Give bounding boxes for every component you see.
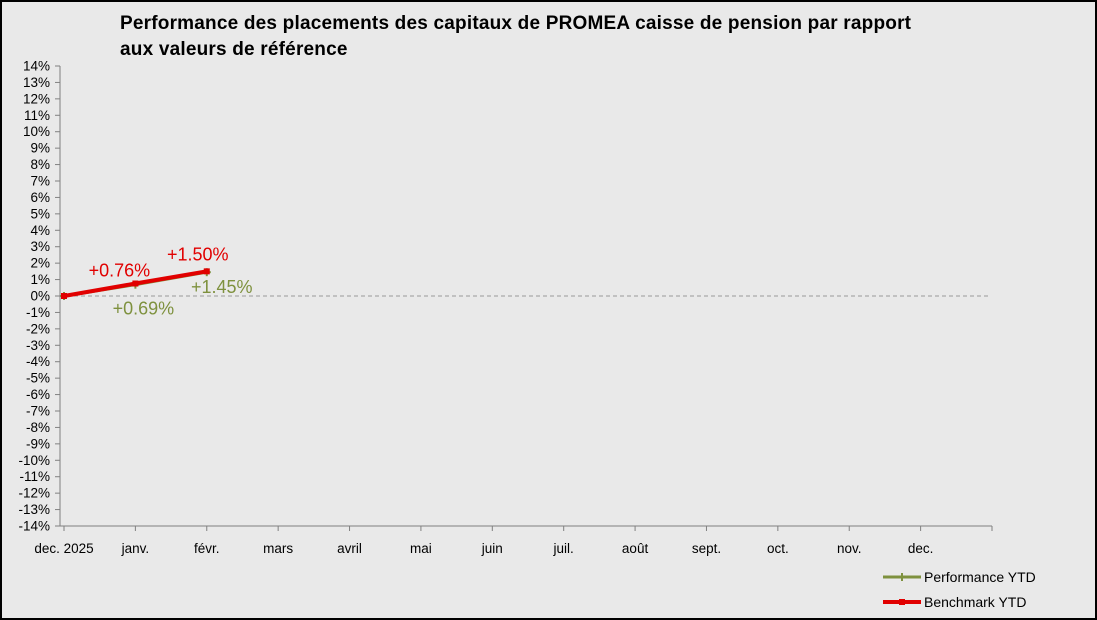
x-axis-tick-label: nov.: [836, 541, 862, 556]
y-axis-tick-label: 3%: [30, 239, 50, 255]
y-axis-tick-label: 14%: [22, 58, 50, 74]
y-axis-tick-label: -4%: [25, 354, 50, 370]
y-axis-tick-label: -14%: [18, 518, 50, 534]
y-axis-tick-label: -13%: [18, 502, 50, 518]
x-axis-tick-label: sept.: [691, 541, 722, 556]
y-axis-tick-label: -1%: [25, 304, 50, 320]
x-axis-tick-label: juin: [481, 541, 503, 556]
legend-item-benchmark-ytd: [882, 591, 1036, 613]
y-axis-tick-label: -8%: [25, 419, 50, 435]
y-axis-tick-label: -12%: [18, 485, 50, 501]
y-axis-tick-label: 1%: [30, 272, 50, 288]
x-axis-tick-label: févr.: [194, 541, 220, 556]
benchmark-line-icon: [882, 595, 922, 609]
data-label: +0.76%: [88, 260, 151, 281]
y-axis-tick-label: 4%: [30, 222, 50, 238]
y-axis-tick-label: 12%: [22, 91, 50, 107]
y-axis-tick-label: -6%: [25, 387, 50, 403]
y-axis-tick-label: 8%: [30, 157, 50, 173]
y-axis-tick-label: -2%: [25, 321, 50, 337]
y-axis-tick-label: -9%: [25, 436, 50, 452]
plot-area: [2, 2, 1097, 620]
x-axis-tick-label: dec.: [907, 541, 934, 556]
y-axis-tick-label: -11%: [19, 469, 50, 485]
x-axis-tick-label: dec. 2025: [34, 541, 94, 556]
y-axis-tick-label: -5%: [25, 370, 50, 386]
legend: [882, 566, 1036, 613]
data-point-marker: [132, 281, 138, 287]
legend-label: Benchmark YTD: [924, 594, 1027, 610]
x-axis-tick-label: oct.: [766, 541, 789, 556]
x-axis-tick-label: avril: [337, 541, 362, 556]
y-axis-tick-label: -10%: [18, 452, 50, 468]
data-point-marker: [61, 293, 67, 299]
y-axis-tick-label: 0%: [30, 288, 50, 304]
data-label: +1.50%: [166, 244, 229, 265]
y-axis-tick-label: -7%: [25, 403, 50, 419]
legend-label: Performance YTD: [924, 569, 1036, 585]
x-axis-tick-label: mars: [263, 541, 294, 556]
performance-line-icon: [882, 570, 922, 584]
y-axis-tick-label: 9%: [30, 140, 50, 156]
y-axis-tick-label: 6%: [30, 189, 50, 205]
data-point-marker: [204, 268, 210, 274]
y-axis-tick-label: 2%: [30, 255, 50, 271]
x-axis-tick-label: janv.: [121, 541, 150, 556]
x-axis-tick-label: juil.: [553, 541, 574, 556]
legend-item-performance-ytd: [882, 566, 1036, 588]
y-axis-tick-label: 11%: [23, 107, 50, 123]
x-axis-tick-label: mai: [410, 541, 432, 556]
chart-title: Performance des placements des capitaux de PROMEA caisse de pension par rapport aux valeurs de référence: [120, 13, 912, 60]
data-label: +1.45%: [190, 277, 253, 298]
y-axis-tick-label: 13%: [22, 74, 50, 90]
y-axis-tick-label: -3%: [25, 337, 50, 353]
x-axis-tick-label: août: [621, 541, 649, 556]
y-axis-tick-label: 5%: [30, 206, 50, 222]
data-label: +0.69%: [112, 298, 175, 319]
y-axis-tick-label: 7%: [30, 173, 50, 189]
y-axis-tick-label: 10%: [22, 124, 50, 140]
